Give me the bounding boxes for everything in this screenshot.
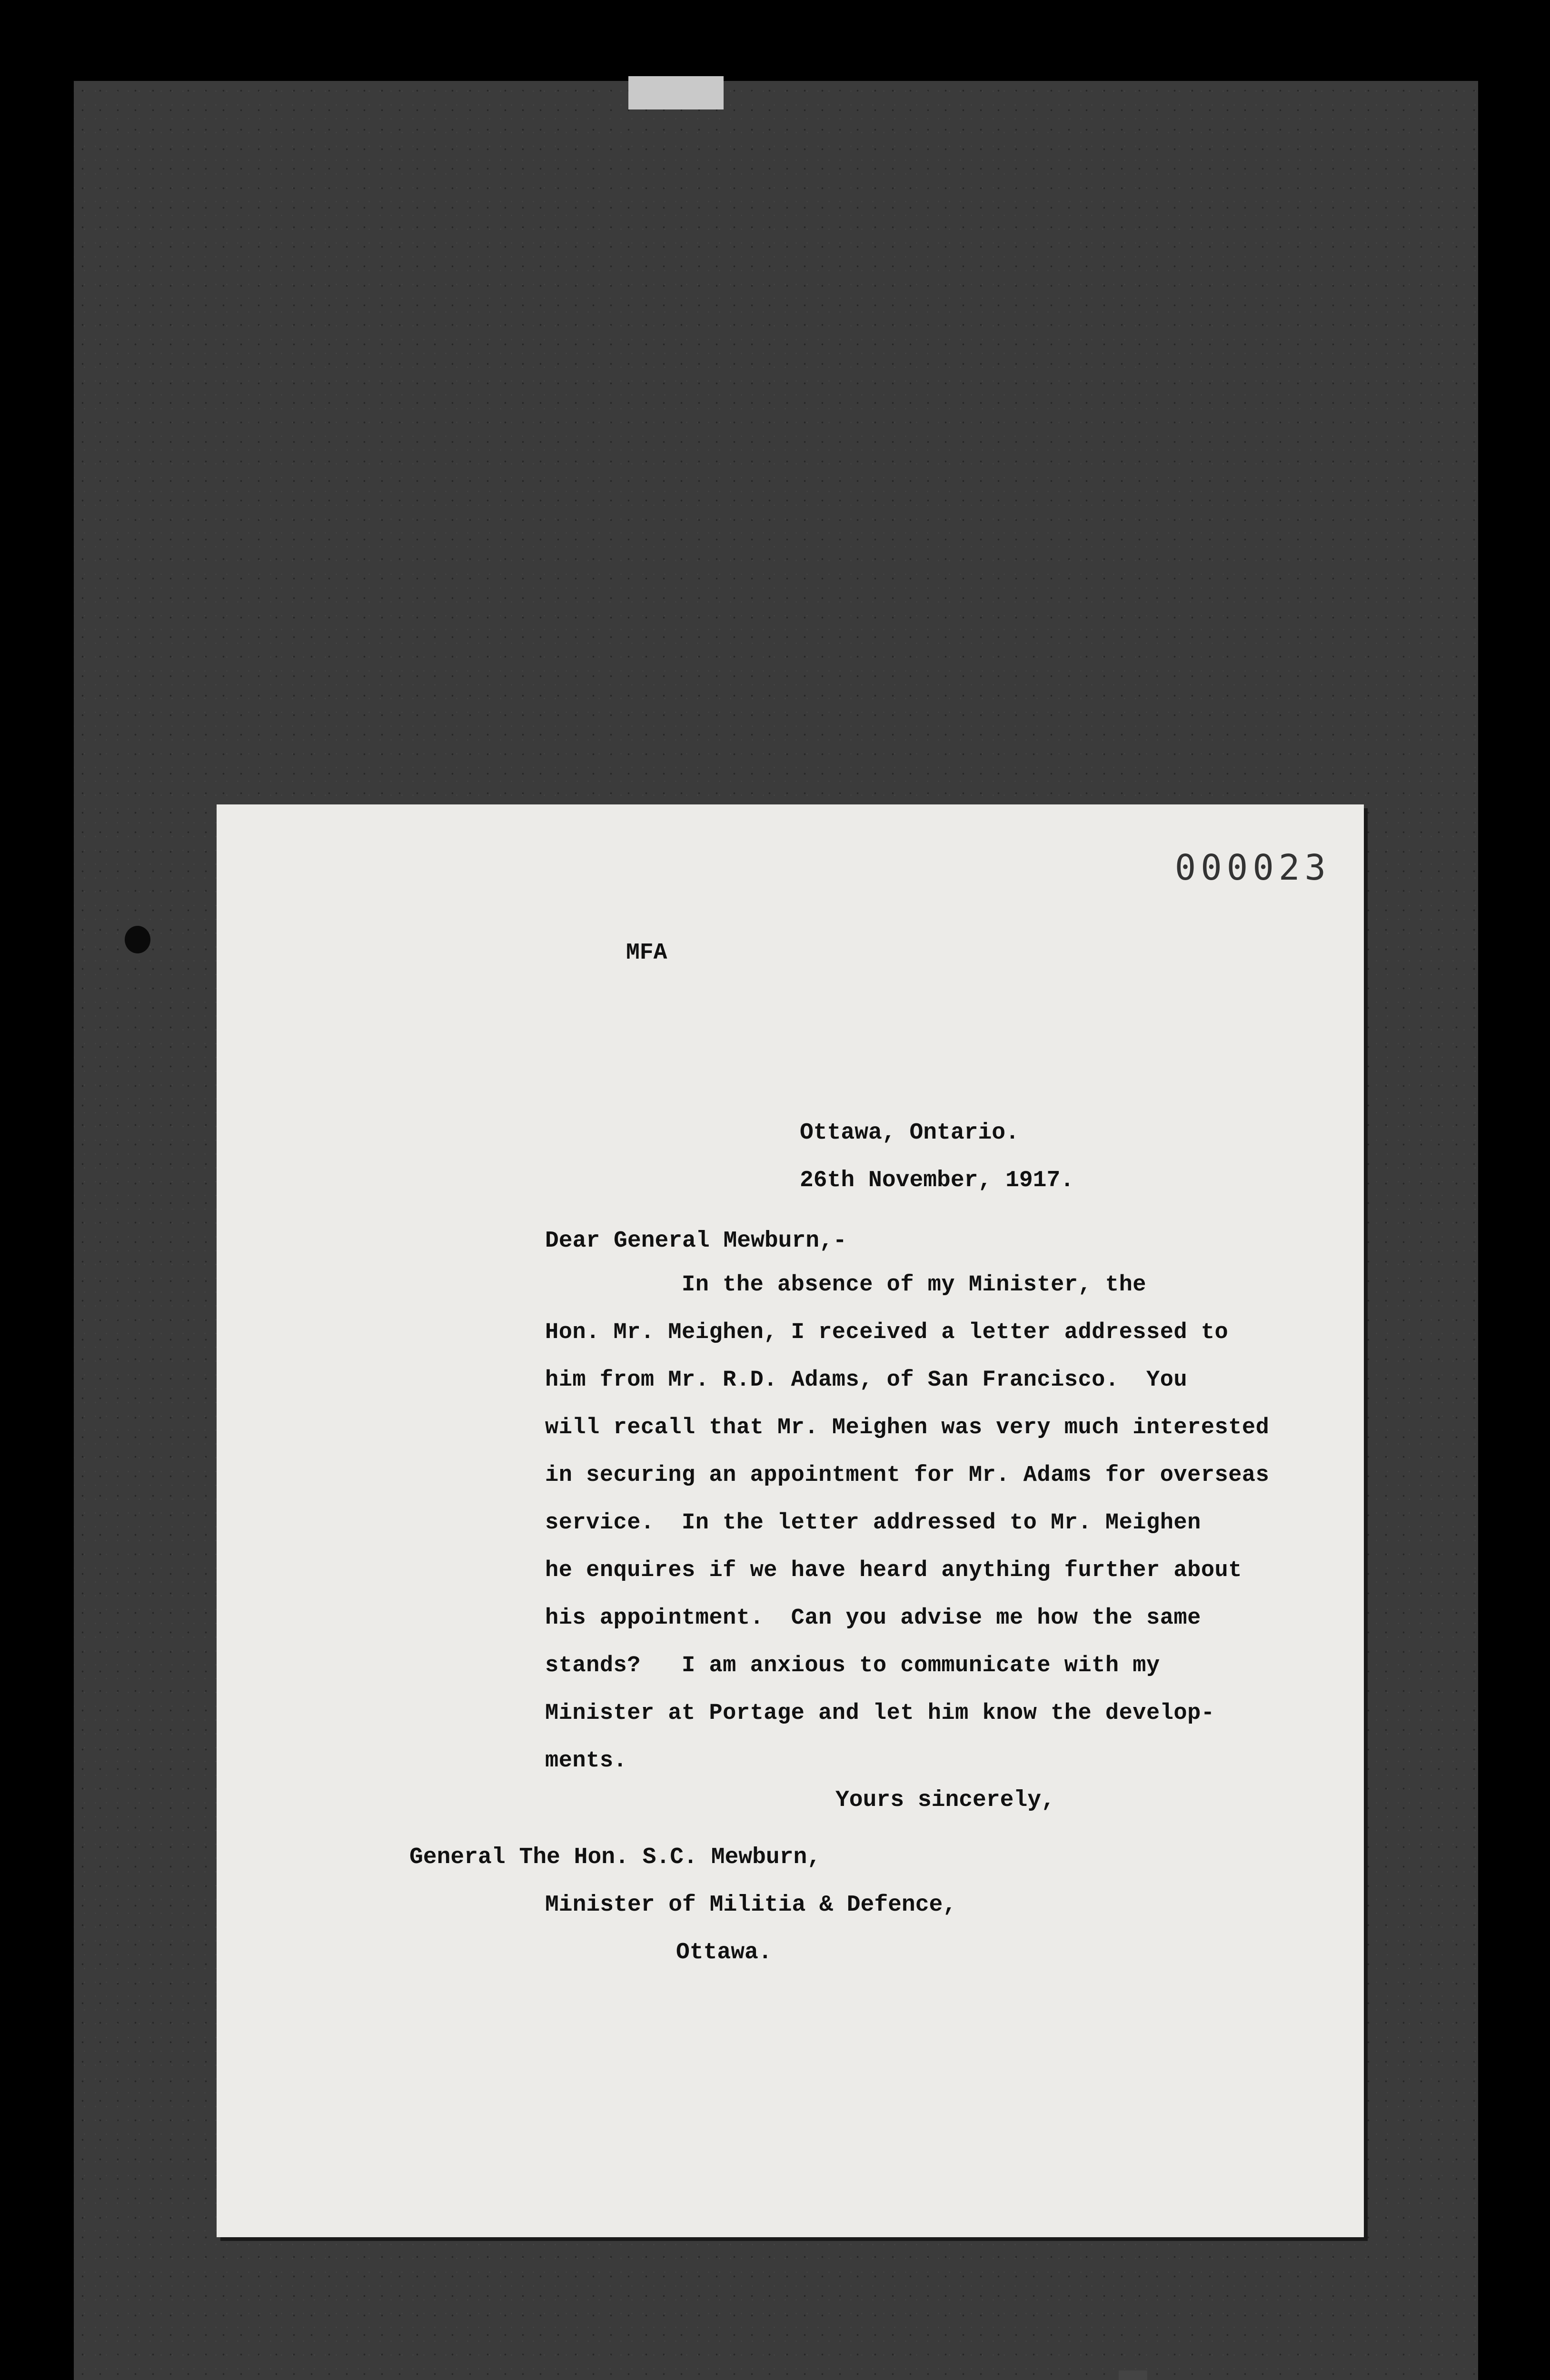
body-line: stands? I am anxious to communicate with my [545,1653,1160,1678]
date: 26th November, 1917. [800,1168,1074,1193]
left-border [0,0,10,2380]
top-clip [628,76,724,109]
dateline [800,1109,1074,1204]
addressee-line-3: Ottawa. [676,1940,772,1965]
salutation: Dear General Mewburn,- [545,1228,847,1254]
letter-page [217,804,1364,2237]
body-line: him from Mr. R.D. Adams, of San Francisco. You [545,1368,1188,1393]
body-line: in securing an appointment for Mr. Adams for overseas [545,1463,1270,1488]
closing: Yours sincerely, [835,1787,1055,1813]
body-line: In the absence of my Minister, the [545,1272,1147,1298]
body-line: will recall that Mr. Meighen was very much interested [545,1415,1270,1440]
punch-hole [125,926,150,953]
tab-clip-right [1119,2370,1147,2380]
body-line: service. In the letter addressed to Mr. Meighen [545,1510,1201,1536]
place: Ottawa, Ontario. [800,1120,1019,1146]
initials: MFA [626,940,667,966]
addressee-line-1: General The Hon. S.C. Mewburn, [409,1844,821,1870]
file-number: 000023 [1174,847,1331,888]
body-line: Hon. Mr. Meighen, I received a letter addressed to [545,1320,1229,1345]
body-line: ments. [545,1748,627,1774]
addressee-line-2: Minister of Militia & Defence, [545,1892,957,1918]
letter-body [545,1261,1345,1785]
body-line: he enquires if we have heard anything further about [545,1558,1242,1583]
body-line: Minister at Portage and let him know the develop- [545,1701,1215,1726]
body-line: his appointment. Can you advise me how the same [545,1606,1201,1631]
